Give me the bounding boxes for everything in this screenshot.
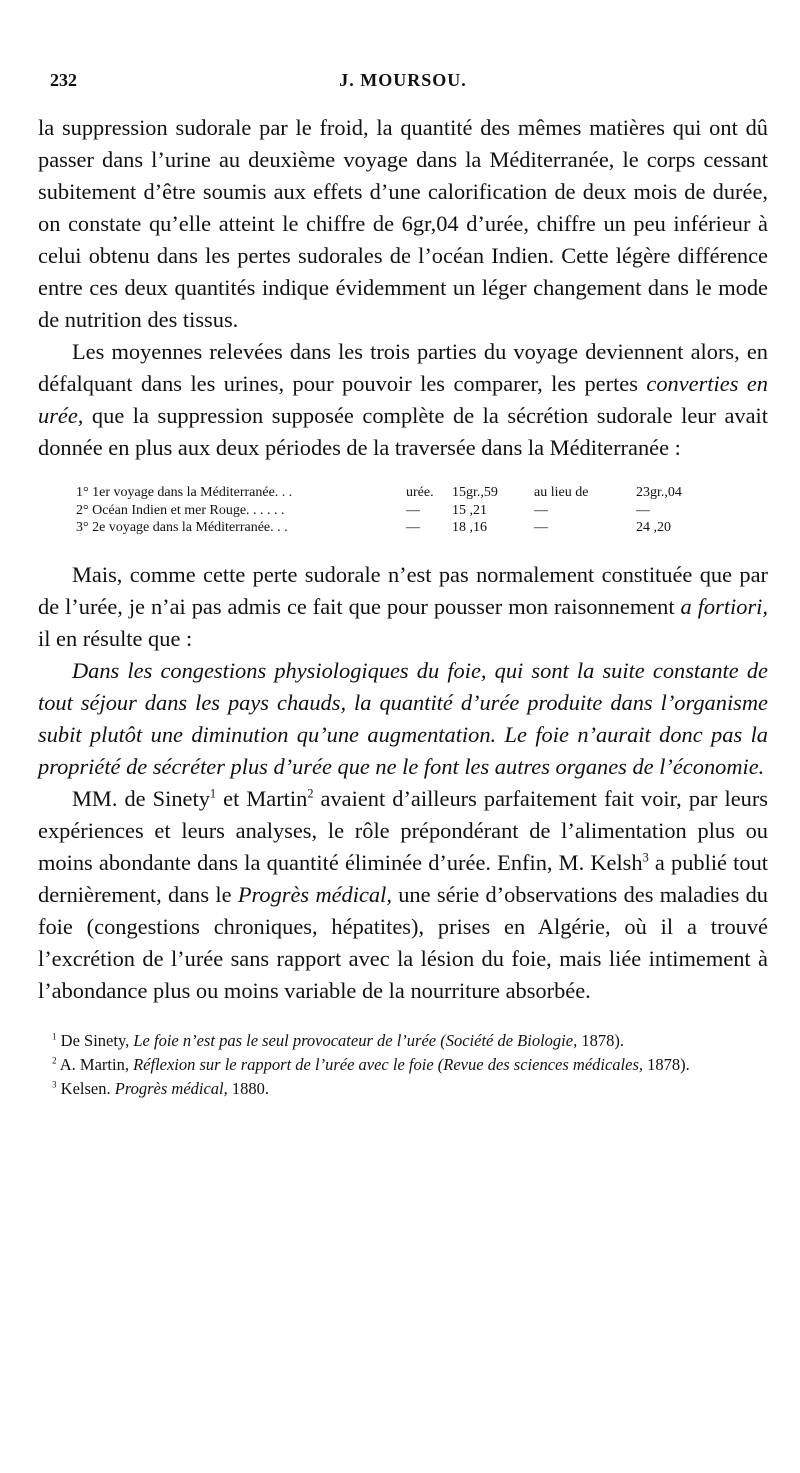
paragraph-4-conclusion: Dans les congestions physiologiques du foie, qui sont la suite constante de tout séjour dans les pays chauds, la quantité d’urée produite dans l’organisme subit plutôt une diminution qu’une augmentation. Le foie n’aurait donc pas la propriété de sécréter plus d’urée que ne le font les autres organes de l’économie.	[38, 657, 768, 779]
italic-text: a fortiori,	[680, 593, 768, 619]
footnote-1: $^1$ De Sinety, Le foie n’est pas le seul provocateur de l’urée (Société de Biologie, 1878).	[52, 1030, 624, 1050]
footnote-2: $^2$ A. Martin, Réflexion sur le rapport de l’urée avec le foie (Revue des sciences médicales, 1878).	[52, 1054, 690, 1074]
footnote-3: $^3$ Kelsen. Progrès médical, 1880.	[52, 1078, 270, 1098]
footnotes	[38, 1029, 768, 1101]
italic-text: converties en urée,	[38, 371, 768, 428]
paragraph-5: MM. de Sinety$^1$ et Martin$^2$ avaient d’ailleurs parfaitement fait voir, par leurs expériences et leurs analyses, le rôle prépondérant de l’alimentation plus ou moins abondante dans la quantité éliminée d’urée. Enfin, M. Kelsh$^3$ a publié tout dernièrement, dans le Progrès médical, une série d’observations des maladies du foie (congestions chroniques, hépatites), prises en Algérie, où il a trouvé l’excrétion de l’urée sans rapport avec la lésion du foie, mais liée intimement à l’abondance plus ou moins variable de la nourriture absorbée.	[38, 785, 769, 1003]
paragraph-2: Les moyennes relevées dans les trois parties du voyage deviennent alors, en défalquant dans les urines, pour pouvoir les comparer, les pertes converties en urée, que la suppression supposée complète de la sécrétion sudorale leur avait donnée en plus aux deux périodes de la traversée dans la Méditerranée :	[38, 339, 768, 460]
table-row: 2° Océan Indien et mer Rouge. . . . . . — 15 ,21 — —	[76, 502, 650, 518]
footnote-ref[interactable]: 3	[642, 850, 649, 865]
footnote-ref[interactable]: 1	[209, 786, 217, 801]
urea-table	[76, 484, 766, 537]
footnote-ref[interactable]: 2	[307, 786, 314, 801]
table-row: 3° 2e voyage dans la Méditerranée. . . — 18 ,16 — 24 ,20	[76, 520, 671, 535]
table-row: 1° 1er voyage dans la Méditerranée. . . urée. 15gr.,59 au lieu de 23gr.,04	[76, 485, 682, 500]
page-number: 232	[50, 70, 77, 90]
page-header	[38, 70, 768, 104]
italic-text: Progrès médical,	[237, 881, 392, 907]
running-title: J. MOURSOU.	[339, 70, 467, 90]
page	[38, 70, 768, 1101]
paragraph-3: Mais, comme cette perte sudorale n’est pas normalement constituée que par de l’urée, je n’ai pas admis ce fait que pour pousser mon raisonnement a fortiori, il en résulte que :	[38, 561, 768, 651]
paragraph-1: la suppression sudorale par le froid, la quantité des mêmes matières qui ont dû passer dans l’urine au deuxième voyage dans la Méditerranée, le corps cessant subitement d’être soumis aux effets d’une calorification de deux mois de durée, on constate qu’elle atteint le chiffre de 6gr,04 d’urée, chiffre un peu inférieur à celui obtenu dans les pertes sudorales de l’océan Indien. Cette légère différence entre ces deux quantités indique évidemment un léger changement dans le mode de nutrition des tissus.	[38, 115, 768, 332]
